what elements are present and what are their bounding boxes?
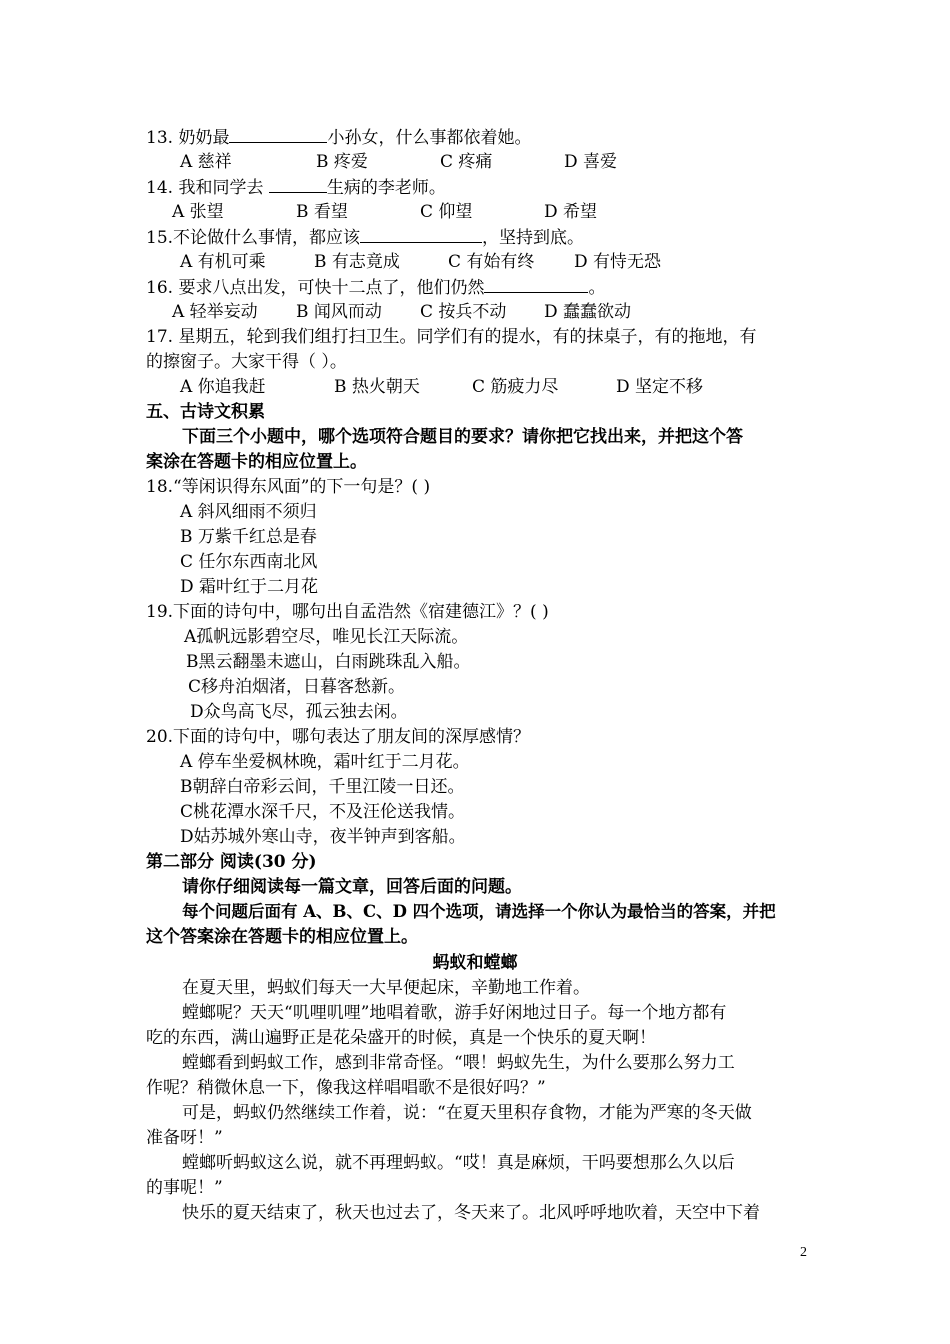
option-d: D 蠢蠢欲动: [544, 302, 632, 322]
option-d: D 希望: [544, 202, 598, 222]
q20-option-c: C桃花潭水深千尺，不及汪伦送我情。: [180, 802, 466, 822]
option-c: C 筋疲力尽: [472, 377, 559, 397]
q13-stem-post: 小孙女，什么事都依着她。: [327, 128, 532, 148]
option-a: A 慈祥: [180, 152, 232, 172]
option-a: A 你追我赶: [180, 377, 266, 397]
option-d: D 坚定不移: [616, 377, 704, 397]
q14-stem-pre: 14. 我和同学去: [146, 178, 269, 198]
page-number: 2: [800, 1245, 807, 1260]
part-2-instruction-1: 请你仔细阅读每一篇文章，回答后面的问题。: [182, 877, 522, 897]
option-a: A 张望: [172, 202, 224, 222]
q19-option-b: B黑云翻墨未遮山，白雨跳珠乱入船。: [186, 652, 471, 672]
question-18: 18.“等闲识得东风面”的下一句是？( ): [146, 477, 431, 497]
q19-option-c: C移舟泊烟渚，日暮客愁新。: [188, 677, 406, 697]
question-17-line-1: 17. 星期五，轮到我们组打扫卫生。同学们有的提水，有的抹桌子，有的拖地，有: [146, 327, 757, 347]
question-16: [146, 275, 605, 300]
question-19: 19.下面的诗句中，哪句出自孟浩然《宿建德江》？( ): [146, 602, 549, 622]
option-c: C 按兵不动: [420, 302, 507, 322]
q20-option-a: A 停车坐爱枫林晚，霜叶红于二月花。: [180, 752, 470, 772]
q13-stem-pre: 13. 奶奶最: [146, 128, 230, 148]
story-line: 快乐的夏天结束了，秋天也过去了，冬天来了。北风呼呼地吹着，天空中下着: [182, 1203, 760, 1223]
part-2-instruction-3: 这个答案涂在答题卡的相应位置上。: [146, 927, 418, 947]
q19-option-d: D众鸟高飞尽，孤云独去闲。: [190, 702, 408, 722]
q20-option-b: B朝辞白帝彩云间，千里江陵一日还。: [180, 777, 465, 797]
option-b: B 闻风而动: [296, 302, 382, 322]
part-2-instruction-2: 每个问题后面有 A、B、C、D 四个选项，请选择一个你认为最恰当的答案，并把: [182, 902, 776, 921]
option-b: B 疼爱: [316, 152, 368, 172]
story-line: 螳螂看到蚂蚁工作，感到非常奇怪。“喂！蚂蚁先生，为什么要那么努力工: [182, 1053, 735, 1073]
option-c: C 仰望: [420, 202, 473, 222]
story-line: 吃的东西，满山遍野正是花朵盛开的时候，真是一个快乐的夏天啊！: [146, 1028, 656, 1048]
option-b: B 有志竟成: [314, 252, 400, 272]
section-5-heading: 五、古诗文积累: [146, 402, 265, 422]
q15-stem-pre: 15.不论做什么事情，都应该: [146, 228, 361, 248]
question-20: 20.下面的诗句中，哪句表达了朋友间的深厚感情？: [146, 727, 531, 747]
story-line: 准备呀！”: [146, 1128, 223, 1148]
story-title: 蚂蚁和螳螂: [432, 953, 518, 973]
answer-blank: [229, 125, 327, 143]
q16-stem-pre: 16. 要求八点出发，可快十二点了，他们仍然: [146, 278, 485, 298]
section-5-instruction-1: 下面三个小题中，哪个选项符合题目的要求？请你把它找出来，并把这个答: [182, 427, 743, 447]
q19-option-a: A孤帆远影碧空尽，唯见长江天际流。: [184, 627, 469, 647]
story-line: 螳螂呢？天天“叽哩叽哩”地唱着歌，游手好闲地过日子。每一个地方都有: [182, 1003, 727, 1023]
answer-blank: [360, 225, 482, 243]
q20-option-d: D姑苏城外寒山寺，夜半钟声到客船。: [180, 827, 466, 847]
option-c: C 疼痛: [440, 152, 493, 172]
option-b: B 热火朝天: [334, 377, 420, 397]
option-b: B 看望: [296, 202, 348, 222]
story-line: 在夏天里，蚂蚁们每天一大早便起床，辛勤地工作着。: [182, 978, 590, 998]
q14-stem-post: 生病的李老师。: [326, 178, 446, 198]
option-c: C 有始有终: [448, 252, 535, 272]
q18-option-d: D 霜叶红于二月花: [180, 577, 319, 597]
answer-blank: [269, 175, 327, 193]
question-15: [146, 225, 584, 250]
story-line: 螳螂听蚂蚁这么说，就不再理蚂蚁。“哎！真是麻烦，干吗要想那么久以后: [182, 1153, 735, 1173]
option-a: A 轻举妄动: [172, 302, 258, 322]
q16-stem-post: 。: [588, 278, 606, 298]
answer-blank: [484, 275, 588, 293]
part-2-heading: 第二部分 阅读(30 分): [146, 852, 317, 872]
story-line: 的事呢！”: [146, 1178, 223, 1198]
option-d: D 有恃无恐: [574, 252, 662, 272]
story-line: 作呢？稍微休息一下，像我这样唱唱歌不是很好吗？”: [146, 1078, 546, 1098]
q15-stem-post: ，坚持到底。: [482, 228, 585, 248]
story-line: 可是，蚂蚁仍然继续工作着，说：“在夏天里积存食物，才能为严寒的冬天做: [182, 1103, 752, 1123]
question-14: [146, 175, 446, 200]
q18-option-c: C 任尔东西南北风: [180, 552, 318, 572]
q18-option-a: A 斜风细雨不须归: [180, 502, 317, 522]
question-17-line-2: 的擦窗子。大家干得（ ）。: [146, 352, 347, 372]
section-5-instruction-2: 案涂在答题卡的相应位置上。: [146, 452, 367, 472]
question-13: [146, 125, 531, 150]
q18-option-b: B 万紫千红总是春: [180, 527, 317, 547]
option-d: D 喜爱: [564, 152, 618, 172]
option-a: A 有机可乘: [180, 252, 266, 272]
